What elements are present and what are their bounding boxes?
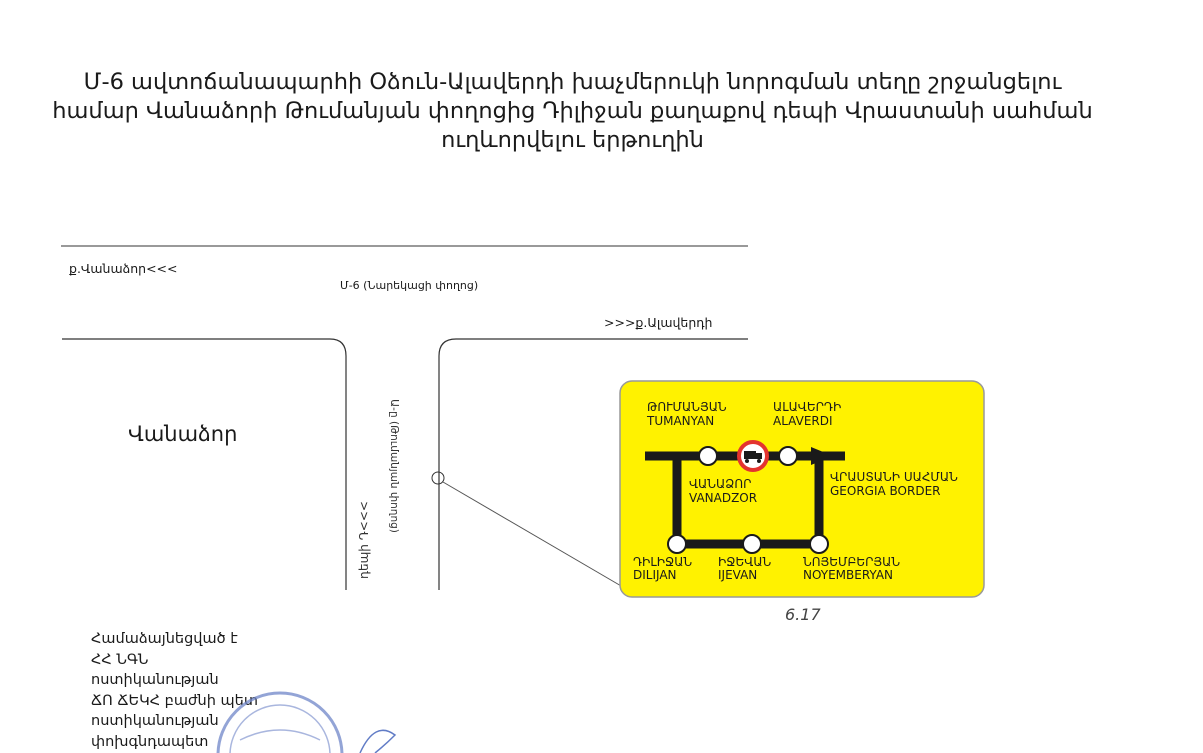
signature-stroke: [360, 730, 395, 753]
title-line-3: ուղևորվելու երթուղին: [441, 127, 704, 153]
sign-alaverdi-hy: ԱԼԱՎԵՐԴԻ: [773, 400, 842, 414]
sign-georgia-hy: ՎՐԱՍՏԱՆԻ ՍԱՀՄԱՆ: [830, 470, 958, 484]
sign-tumanyan-hy: ԹՈՒՄԱՆՅԱՆ: [647, 400, 727, 414]
sign-tumanyan-en: TUMANYAN: [647, 414, 715, 428]
vertical-direction-label: դեպի Դ<<<: [357, 501, 371, 579]
sign-ijevan-en: IJEVAN: [718, 568, 758, 582]
road-sign-6-17: [615, 378, 990, 603]
approval-line-4: ՃՈ ՃԵԿՀ բաժնի պետ: [91, 692, 258, 709]
sign-code-label: 6.17: [785, 605, 821, 624]
sign-dilijan-en: DILIJAN: [633, 568, 677, 582]
title-line-1: Մ-6 ավտոճանապարհի Օձուն-Ալավերդի խաչմերուկի նորոգման տեղը շրջանցելու: [83, 69, 1062, 95]
road-edge-left-corner: [62, 339, 346, 590]
label-alaverdi-direction: >>>ք.Ալավերդի: [604, 315, 713, 330]
no-trucks-sign-icon: [739, 442, 767, 470]
sign-pointer-line: [443, 482, 628, 590]
sign-location-marker: [432, 472, 444, 484]
sign-alaverdi-en: ALAVERDI: [773, 414, 833, 428]
label-vanadzor-direction: ք.Վանաձոր<<<: [69, 261, 178, 276]
town-label-vanadzor: Վանաձոր: [128, 422, 238, 446]
sign-dilijan-hy: ԴԻԼԻՋԱՆ: [633, 555, 693, 569]
sign-vanadzor-en: VANADZOR: [689, 491, 758, 505]
approval-line-1: Համաձայնեցված է: [91, 631, 238, 647]
sign-georgia-en: GEORGIA BORDER: [830, 484, 941, 498]
official-stamp-and-signature: [200, 680, 430, 753]
sign-noyemberyan-en: NOYEMBERYAN: [803, 568, 893, 582]
approval-line-2: ՀՀ ՆԳՆ: [91, 651, 149, 668]
approval-line-3: ոստիկանության: [91, 672, 219, 688]
vertical-street-label: Ա-ը (Թումանյան փողոց): [388, 399, 400, 533]
approval-line-6: փոխգնդապետ: [91, 733, 209, 750]
sign-vanadzor-hy: ՎԱՆԱՁՈՐ: [689, 477, 752, 491]
label-m6-road: Մ-6 (Նարեկացի փողոց): [340, 279, 479, 292]
stamp-inner-ring: [230, 705, 330, 753]
sign-ijevan-hy: ԻՋԵՎԱՆ: [718, 555, 772, 569]
stamp-emblem: [240, 730, 320, 740]
approval-line-5: ոստիկանության: [91, 713, 219, 729]
stamp-outer-ring: [218, 693, 342, 753]
title-line-2: համար Վանաձորի Թումանյան փողոցից Դիլիջան քաղաքով դեպի Վրաստանի սահման: [52, 98, 1093, 124]
sign-noyemberyan-hy: ՆՈՅԵՄԲԵՐՅԱՆ: [803, 555, 901, 569]
vanadzor-dot: [673, 487, 682, 496]
